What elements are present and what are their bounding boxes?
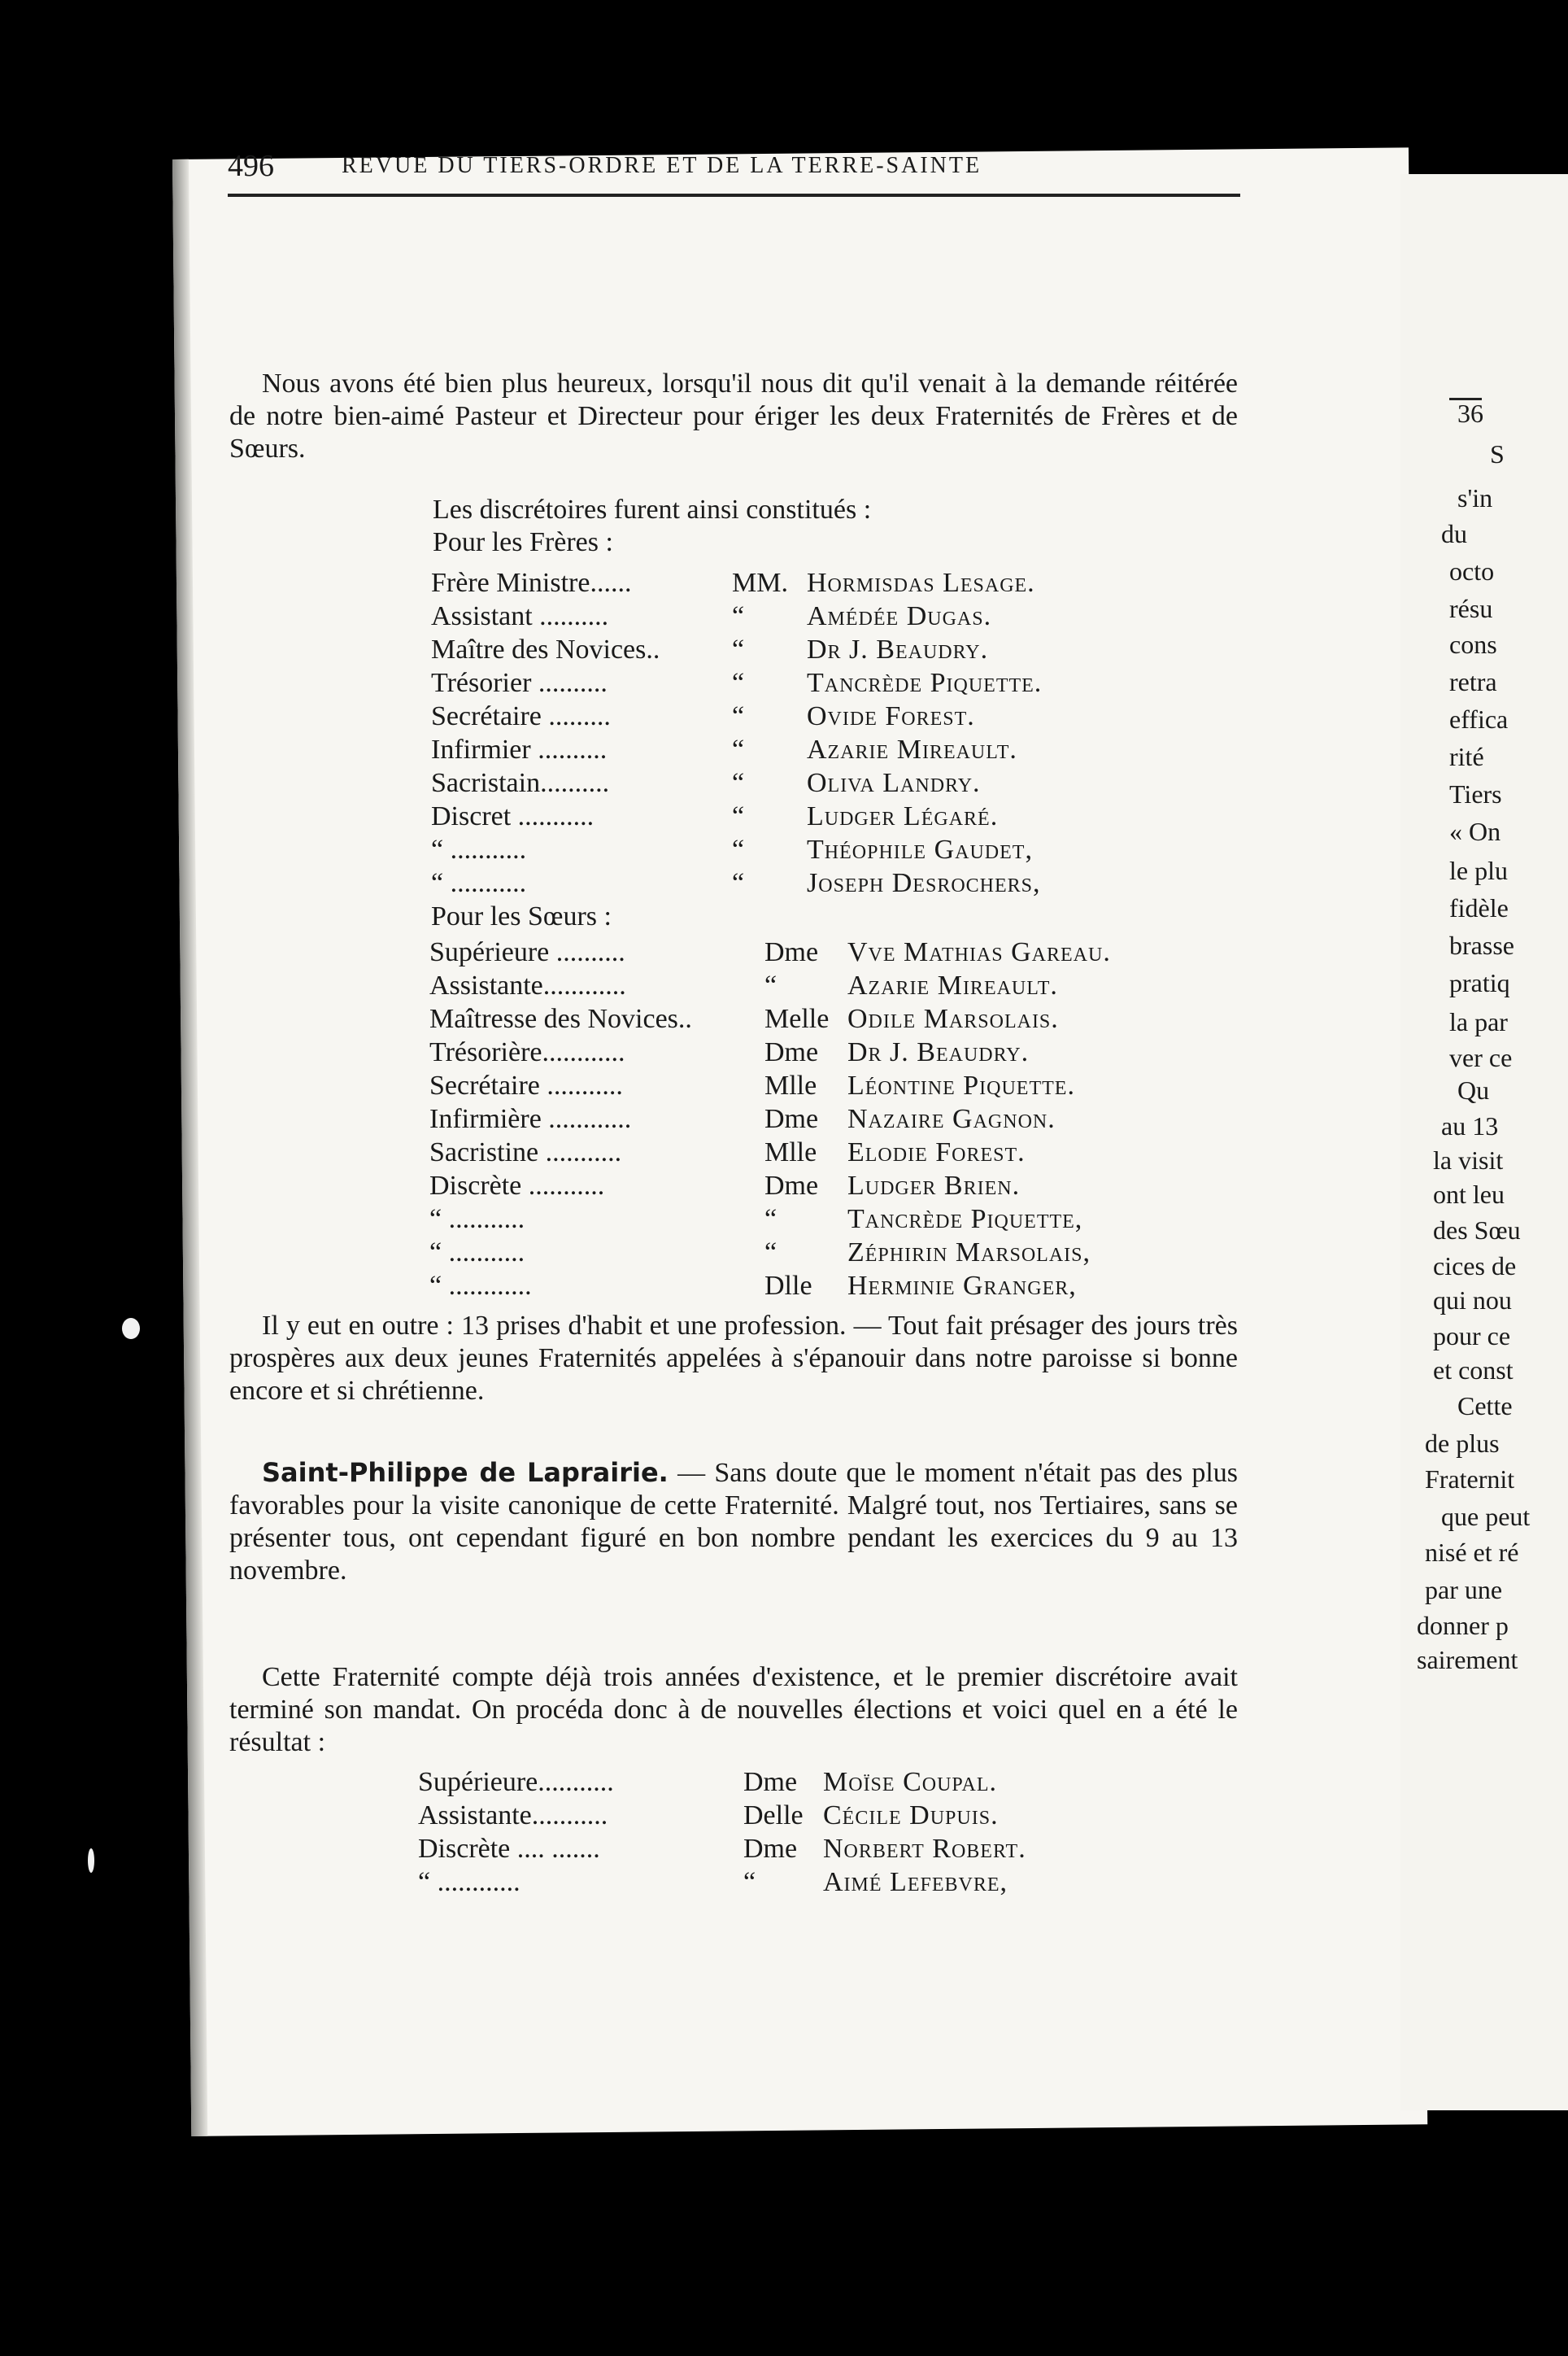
roster-row <box>429 1071 1243 1103</box>
roster-title: MM. <box>732 568 788 598</box>
roster-name: Tancrède Piquette, <box>847 1204 1083 1234</box>
right-page-line: au 13 <box>1441 1111 1499 1141</box>
right-page-line: par une <box>1425 1575 1503 1604</box>
roster-name: Herminie Granger, <box>847 1271 1077 1301</box>
right-page-line: que peut <box>1441 1502 1531 1531</box>
roster-name: Ludger Légaré. <box>807 801 999 831</box>
film-speck <box>88 1848 94 1873</box>
roster-role: Sacristain.......... <box>431 768 610 798</box>
roster-title: “ <box>764 1204 777 1234</box>
roster-role: “ ........... <box>429 1237 525 1267</box>
saint-philippe-text: — Sans doute que le moment n'était pas des plus favorables pour la visite canonique de cette Fraternité. Malgré tout, nos Tertiaires, sans se présenter tous, ont cependant figuré en bon nombre pendant les exercices du 9 au 13 novembre. <box>229 1458 1239 1586</box>
right-page-line: Cette <box>1457 1391 1513 1420</box>
roster-name: Aimé Lefebvre, <box>823 1867 1008 1897</box>
soeurs-heading: Pour les Sœurs : <box>431 901 612 931</box>
roster-role: Infirmier .......... <box>431 735 608 765</box>
right-page-line: s'in <box>1457 483 1493 513</box>
right-page-line: 36 <box>1457 399 1483 428</box>
roster-role: Sacristine ........... <box>429 1137 622 1167</box>
constitution-line: Les discrétoires furent ainsi constitués : <box>433 495 872 525</box>
roster-row <box>429 1137 1243 1170</box>
right-page-line: sairement <box>1417 1645 1518 1674</box>
roster-title: “ <box>732 668 745 698</box>
right-page-line: rité <box>1449 742 1484 771</box>
roster-row <box>418 1867 1231 1900</box>
roster-row <box>429 971 1243 1003</box>
roster-role: “ ........... <box>429 1204 525 1234</box>
roster-name: Théophile Gaudet, <box>807 835 1033 865</box>
roster-title: “ <box>732 868 745 898</box>
saint-philippe-paragraph <box>229 1456 1238 1587</box>
right-page-line: Fraternit <box>1425 1464 1515 1494</box>
roster-row <box>431 835 1244 867</box>
right-page-line: Tiers <box>1449 779 1502 809</box>
roster-row <box>429 1171 1243 1203</box>
right-page-line: retra <box>1449 667 1497 696</box>
roster-row <box>431 635 1244 667</box>
roster-name: Amédée Dugas. <box>807 601 992 631</box>
roster-role: Discrète ........... <box>429 1171 605 1201</box>
roster-name: Norbert Robert. <box>823 1834 1026 1864</box>
right-page-line: le plu <box>1449 856 1508 885</box>
right-page-line: des Sœu <box>1433 1215 1521 1245</box>
roster-role: Supérieure .......... <box>429 937 625 967</box>
roster-title: Dme <box>764 1104 819 1134</box>
roster-title: “ <box>732 835 745 865</box>
roster-name: Azarie Mireault. <box>847 971 1058 1001</box>
roster-name: Tancrède Piquette. <box>807 668 1043 698</box>
roster-name: Moïse Coupal. <box>823 1767 998 1797</box>
right-page-line: pratiq <box>1449 968 1510 997</box>
saint-philippe-title: Saint-Philippe de Laprairie. <box>262 1457 669 1488</box>
roster-title: Dme <box>764 1037 819 1067</box>
roster-row <box>431 768 1244 801</box>
roster-name: Léontine Piquette. <box>847 1071 1075 1101</box>
roster-name: Ludger Brien. <box>847 1171 1021 1201</box>
page-gutter-shadow <box>172 159 207 2136</box>
roster-name: Zéphirin Marsolais, <box>847 1237 1091 1267</box>
roster-role: Trésorière............ <box>429 1037 625 1067</box>
roster-row <box>418 1767 1231 1800</box>
roster-name: Oliva Landry. <box>807 768 981 798</box>
roster-role: Assistante............ <box>429 971 626 1001</box>
roster-name: Dr J. Beaudry. <box>847 1037 1030 1067</box>
roster-title: Mlle <box>764 1071 817 1101</box>
roster-row <box>429 1104 1243 1137</box>
roster-role: Infirmière ............ <box>429 1104 632 1134</box>
right-page-line: « On <box>1449 817 1501 846</box>
right-page-line: cons <box>1449 630 1497 659</box>
roster-role: Maître des Novices.. <box>431 635 660 665</box>
right-page-line: résu <box>1449 594 1493 623</box>
right-page-line: fidèle <box>1449 893 1509 923</box>
roster-row <box>431 601 1244 634</box>
roster-title: “ <box>732 768 745 798</box>
roster-name: Cécile Dupuis. <box>823 1800 999 1830</box>
summary-paragraph: Il y eut en outre : 13 prises d'habit et une profession. — Tout fait présager des jours très prospères aux deux jeunes Fraternités appelées à s'épanouir dans notre paroisse si bonne encore et si chrétienne. <box>229 1311 1238 1406</box>
right-page-line: octo <box>1449 556 1495 586</box>
roster-title: “ <box>764 1237 777 1267</box>
right-page-line: cices de <box>1433 1251 1517 1281</box>
roster-role: Discrète .... ....... <box>418 1834 600 1864</box>
roster-role: “ ............ <box>418 1867 520 1897</box>
right-page-line: S <box>1490 439 1505 469</box>
roster-name: Hormisdas Lesage. <box>807 568 1035 598</box>
roster-role: Maîtresse des Novices.. <box>429 1004 692 1034</box>
roster-role: Secrétaire ......... <box>431 701 611 731</box>
roster-row <box>431 668 1244 700</box>
right-page-line: du <box>1441 519 1467 548</box>
roster-row <box>429 1237 1243 1270</box>
roster-name: Ovide Forest. <box>807 701 975 731</box>
roster-name: Azarie Mireault. <box>807 735 1017 765</box>
roster-role: Secrétaire ........... <box>429 1071 623 1101</box>
roster-row <box>431 801 1244 834</box>
roster-name: Joseph Desrochers, <box>807 868 1041 898</box>
roster-title: “ <box>732 735 745 765</box>
roster-row <box>431 701 1244 734</box>
roster-row <box>431 568 1244 600</box>
roster-title: “ <box>732 801 745 831</box>
roster-role: Assistante........... <box>418 1800 608 1830</box>
right-page-line: donner p <box>1417 1611 1509 1640</box>
roster-role: Supérieure........... <box>418 1767 614 1797</box>
page-header <box>228 145 1240 197</box>
roster-title: Dlle <box>764 1271 812 1301</box>
roster-title: “ <box>732 701 745 731</box>
film-speck <box>122 1318 140 1339</box>
right-page-line: pour ce <box>1433 1321 1511 1350</box>
right-page-line: la par <box>1449 1007 1508 1036</box>
roster-name: Elodie Forest. <box>847 1137 1026 1167</box>
roster-row <box>431 735 1244 767</box>
roster-role: Frère Ministre...... <box>431 568 632 598</box>
roster-role: Trésorier .......... <box>431 668 608 698</box>
right-page-line: la visit <box>1433 1145 1504 1175</box>
intro-paragraph: Nous avons été bien plus heureux, lorsqu'il nous dit qu'il venait à la demande réitérée de notre bien-aimé Pasteur et Directeur pour ériger les deux Fraternités de Frères et de Sœurs. <box>229 369 1238 464</box>
right-page-line: Qu <box>1457 1075 1490 1105</box>
roster-title: Dme <box>743 1767 798 1797</box>
right-page-line: brasse <box>1449 931 1514 960</box>
right-page <box>1400 174 1568 2110</box>
roster-name: Nazaire Gagnon. <box>847 1104 1056 1134</box>
roster-title: Melle <box>764 1004 830 1034</box>
roster-name: Odile Marsolais. <box>847 1004 1059 1034</box>
roster-role: “ ........... <box>431 868 527 898</box>
right-page-line: nisé et ré <box>1425 1538 1519 1567</box>
right-page-line: effica <box>1449 705 1509 734</box>
roster-title: Dme <box>764 937 819 967</box>
roster-row <box>418 1800 1231 1833</box>
roster-title: “ <box>764 971 777 1001</box>
freres-heading: Pour les Frères : <box>433 527 613 557</box>
roster-role: “ ............ <box>429 1271 532 1301</box>
running-title: REVUE DU TIERS-ORDRE ET DE LA TERRE-SAINTE <box>342 153 982 178</box>
roster-row <box>429 1204 1243 1237</box>
roster-name: Vve Mathias Gareau. <box>847 937 1111 967</box>
right-page-line: ver ce <box>1449 1043 1513 1072</box>
roster-title: “ <box>743 1867 756 1897</box>
roster-role: Discret ........... <box>431 801 595 831</box>
roster-role: Assistant .......... <box>431 601 609 631</box>
roster-row <box>429 1271 1243 1303</box>
roster-role: “ ........... <box>431 835 527 865</box>
roster-row <box>431 868 1244 901</box>
roster-title: “ <box>732 601 745 631</box>
roster-row <box>429 1037 1243 1070</box>
roster-row <box>429 937 1243 970</box>
right-page-line: qui nou <box>1433 1285 1512 1315</box>
roster-name: Dr J. Beaudry. <box>807 635 989 665</box>
page-number: 496 <box>228 149 274 183</box>
roster-title: Dme <box>764 1171 819 1201</box>
right-page-line: et const <box>1433 1355 1514 1385</box>
roster-title: Delle <box>743 1800 804 1830</box>
roster-title: Mlle <box>764 1137 817 1167</box>
right-page-line: de plus <box>1425 1429 1500 1458</box>
roster-title: Dme <box>743 1834 798 1864</box>
roster-title: “ <box>732 635 745 665</box>
roster-row <box>418 1834 1231 1866</box>
roster-row <box>429 1004 1243 1036</box>
right-page-line: ont leu <box>1433 1180 1505 1209</box>
saint-philippe-paragraph-2: Cette Fraternité compte déjà trois années d'existence, et le premier discrétoire avait terminé son mandat. On procéda donc à de nouvelles élections et voici quel en a été le résultat : <box>229 1662 1238 1757</box>
